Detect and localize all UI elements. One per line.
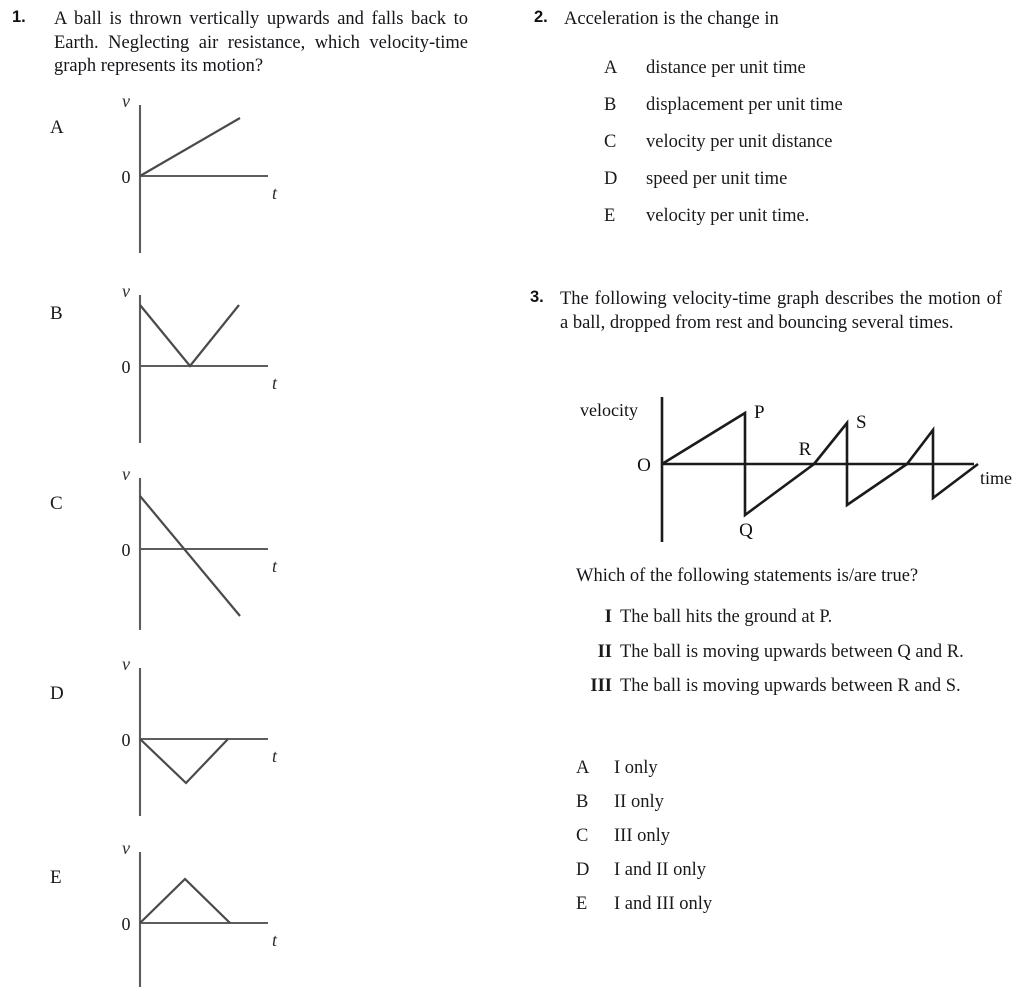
option-c-v-label: v	[122, 464, 130, 484]
question-3-options	[576, 757, 976, 927]
point-q-label: Q	[739, 520, 753, 541]
question-1-number: 1.	[12, 8, 26, 26]
option-b-figure[interactable]	[40, 281, 300, 450]
question-3-option-c-text: III only	[614, 826, 670, 846]
question-3-option-e[interactable]	[576, 893, 976, 927]
question-3-follow-up: Which of the following statements is/are true?	[576, 566, 919, 586]
option-d-zero-label: 0	[121, 730, 131, 750]
question-3-stem: The following velocity-time graph describes the motion of a ball, dropped from rest and bouncing several times.	[560, 289, 1002, 333]
velocity-axis-label: velocity	[580, 400, 638, 420]
question-3-option-d-letter: D	[576, 860, 590, 880]
question-3-option-c-letter: C	[576, 826, 589, 846]
option-e-t-label: t	[272, 930, 278, 950]
option-b-graph	[40, 281, 290, 450]
question-2-option-d-letter: D	[604, 169, 618, 189]
question-3-option-c[interactable]	[576, 825, 976, 859]
point-o-label: O	[637, 455, 651, 476]
question-3-option-b-text: II only	[614, 792, 664, 812]
option-e-figure[interactable]	[40, 838, 300, 992]
option-a-v-label: v	[122, 91, 130, 111]
question-2-option-a-letter: A	[604, 58, 618, 78]
question-2-option-d-text: speed per unit time	[646, 169, 788, 189]
statement-i-text: The ball hits the ground at P.	[620, 607, 833, 627]
statement-i-numeral: I	[604, 607, 612, 627]
option-e-graph	[40, 838, 290, 992]
question-2-stem: Acceleration is the change in	[564, 9, 779, 29]
question-2-number: 2.	[534, 8, 548, 26]
option-d-figure[interactable]	[40, 654, 300, 823]
option-d-v-label: v	[122, 654, 130, 674]
option-c-zero-label: 0	[121, 540, 131, 560]
question-3-option-a-letter: A	[576, 758, 590, 778]
question-2-option-c-letter: C	[604, 132, 617, 152]
time-axis-label: time	[980, 468, 1012, 488]
option-d-graph	[40, 654, 290, 823]
question-2-option-e-text: velocity per unit time.	[646, 206, 810, 226]
option-c-graph	[40, 464, 290, 640]
question-2-option-e-letter: E	[604, 206, 616, 226]
option-c-figure[interactable]	[40, 464, 300, 640]
option-c-letter: C	[50, 493, 63, 514]
question-1	[12, 8, 492, 79]
question-3-statements	[576, 606, 1016, 699]
statement-iii	[576, 675, 1016, 699]
question-3-option-e-text: I and III only	[614, 894, 713, 914]
question-2-option-a[interactable]	[604, 57, 1004, 94]
option-a-zero-label: 0	[121, 167, 131, 187]
option-b-letter: B	[50, 303, 63, 324]
bouncing-ball-figure[interactable]	[562, 392, 1022, 547]
question-2-option-e[interactable]	[604, 205, 1004, 242]
question-3-option-b-letter: B	[576, 792, 589, 812]
option-e-zero-label: 0	[121, 914, 131, 934]
option-d-t-label: t	[272, 746, 278, 766]
option-a-letter: A	[50, 117, 64, 138]
point-p-label: P	[754, 402, 765, 423]
bouncing-ball-graph	[562, 392, 1022, 547]
question-3-option-d-text: I and II only	[614, 860, 706, 880]
question-2-option-b[interactable]	[604, 94, 1004, 131]
question-1-stem: A ball is thrown vertically upwards and falls back to Earth. Neglecting air resistance, which velocity-time graph represents its motion?	[54, 9, 468, 76]
question-2-option-b-text: displacement per unit time	[646, 95, 843, 115]
question-3-option-b[interactable]	[576, 791, 976, 825]
statement-iii-text: The ball is moving upwards between R and S.	[620, 676, 961, 696]
point-s-label: S	[856, 412, 867, 433]
question-2-options	[604, 57, 1004, 242]
option-b-t-label: t	[272, 373, 278, 393]
option-e-letter: E	[50, 867, 62, 888]
statement-i	[576, 606, 1016, 630]
question-3-option-d[interactable]	[576, 859, 976, 893]
option-a-t-label: t	[272, 183, 278, 203]
question-2-option-d[interactable]	[604, 168, 1004, 205]
option-c-t-label: t	[272, 556, 278, 576]
option-a-figure[interactable]	[40, 91, 300, 260]
question-2	[534, 8, 1004, 32]
question-2-option-c[interactable]	[604, 131, 1004, 168]
question-2-option-a-text: distance per unit time	[646, 58, 806, 78]
option-a-graph	[40, 91, 290, 260]
statement-ii	[576, 641, 1016, 665]
question-3	[530, 288, 1012, 335]
option-e-v-label: v	[122, 838, 130, 858]
statement-ii-text: The ball is moving upwards between Q and R.	[620, 641, 964, 662]
option-d-letter: D	[50, 683, 64, 704]
question-3-option-a[interactable]	[576, 757, 976, 791]
question-3-number: 3.	[530, 288, 544, 306]
question-3-option-e-letter: E	[576, 894, 588, 914]
statement-iii-numeral: III	[590, 676, 612, 696]
question-2-option-b-letter: B	[604, 95, 617, 115]
point-r-label: R	[798, 439, 812, 460]
option-b-v-label: v	[122, 281, 130, 301]
question-2-option-c-text: velocity per unit distance	[646, 132, 833, 152]
question-3-option-a-text: I only	[614, 758, 658, 778]
statement-ii-numeral: II	[597, 641, 612, 662]
option-b-zero-label: 0	[121, 357, 131, 377]
